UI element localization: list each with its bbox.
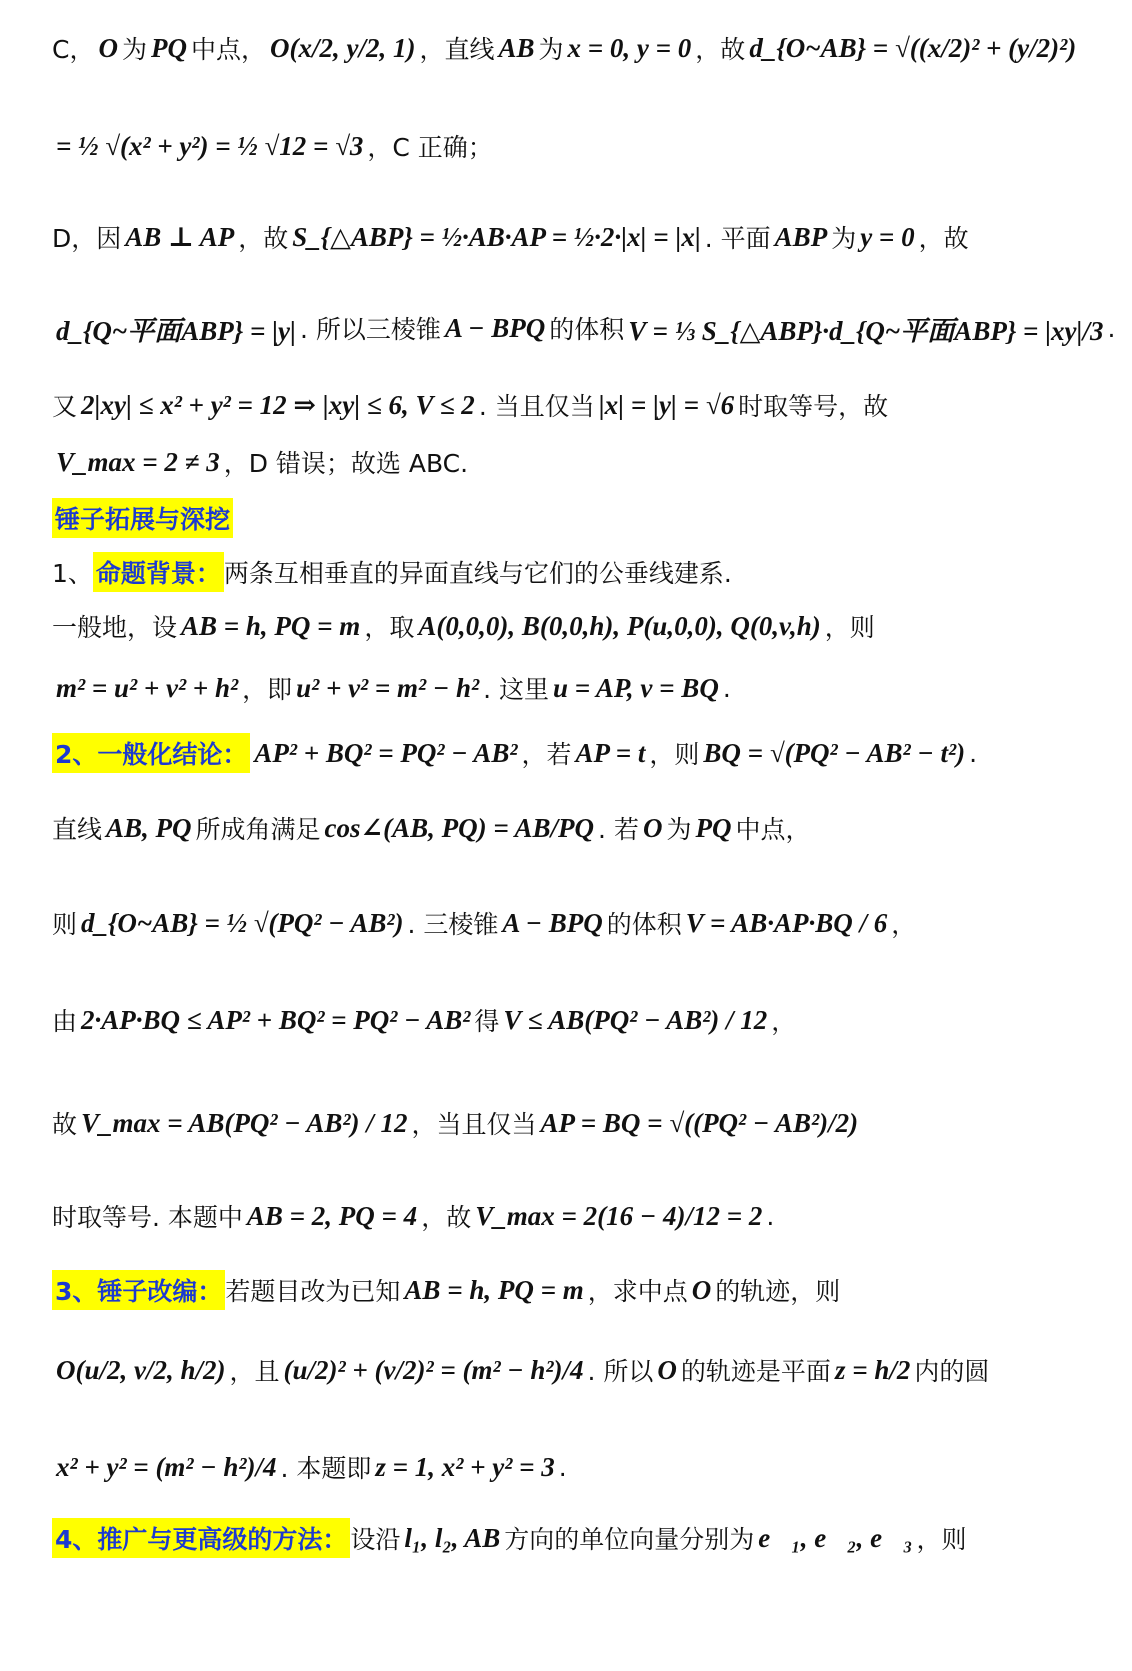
- plain-text: 的体积: [549, 315, 625, 344]
- math-expression: V = ⅓ S_{△ABP}·d_{Q~平面ABP} = |xy|/3: [628, 315, 1104, 346]
- plain-text: ，故: [695, 35, 746, 64]
- math-expression: PQ: [695, 812, 732, 843]
- math-expression: cos∠(AB, PQ) = AB/PQ: [324, 812, 595, 843]
- plain-text: . 平面: [704, 224, 771, 253]
- plain-text: ，则: [649, 740, 700, 769]
- math-expression: x = 0, y = 0: [567, 32, 692, 63]
- plain-text: . 这里: [483, 675, 550, 704]
- plain-text: ，则: [916, 1525, 967, 1554]
- text-line-l04: [0, 306, 1132, 350]
- text-line-l09: [0, 604, 1132, 648]
- math-expression: d_{O~AB} = √((x/2)² + (y/2)²): [749, 32, 1077, 63]
- text-line-l01: [0, 26, 1132, 70]
- plain-text: 中点，: [190, 35, 266, 64]
- math-expression: V_max = 2 ≠ 3: [56, 446, 220, 477]
- subsection-heading: 3、锤子改编：: [52, 1270, 225, 1310]
- math-expression: A(0,0,0), B(0,0,h), P(u,0,0), Q(0,v,h): [418, 610, 821, 641]
- plain-text: 内的圆: [914, 1357, 990, 1386]
- math-expression: = ½ √(x² + y²) = ½ √12 = √3: [56, 130, 364, 161]
- plain-text: 得: [474, 1007, 500, 1036]
- math-expression: (u/2)² + (v/2)² = (m² − h²)/4: [283, 1354, 584, 1385]
- plain-text: 为: [666, 815, 692, 844]
- plain-text: 时取等号，故: [738, 392, 889, 421]
- text-line-l17: [0, 1268, 1132, 1312]
- text-line-l18: [0, 1348, 1132, 1392]
- math-expression: AP = BQ = √((PQ² − AB²)/2): [540, 1107, 859, 1138]
- math-expression: BQ = √(PQ² − AB² − t²): [703, 737, 966, 768]
- math-expression: AP² + BQ² = PQ² − AB²: [254, 737, 518, 768]
- math-expression: |x| = |y| = √6: [598, 389, 735, 420]
- math-expression: AB ⊥ AP: [125, 221, 235, 252]
- math-expression: d_{Q~平面ABP} = |y|: [56, 315, 296, 346]
- plain-text: 两条互相垂直的异面直线与它们的公垂线建系.: [223, 559, 732, 588]
- math-expression: e⃗₁, e⃗₂, e⃗₃: [758, 1522, 913, 1553]
- math-expression: x² + y² = (m² − h²)/4: [56, 1451, 277, 1482]
- plain-text: .: [766, 1201, 775, 1231]
- plain-text: ，故: [238, 224, 289, 253]
- plain-text: 又: [52, 392, 78, 421]
- text-line-l11: [0, 731, 1132, 775]
- text-line-l03: [0, 215, 1132, 259]
- plain-text: . 所以三棱锥: [299, 315, 441, 344]
- math-expression: V_max = 2(16 − 4)/12 = 2: [475, 1200, 763, 1231]
- math-expression: AB, PQ: [106, 812, 192, 843]
- math-expression: PQ: [150, 32, 187, 63]
- math-expression: O(x/2, y/2, 1): [270, 32, 416, 63]
- math-expression: O: [691, 1274, 712, 1305]
- plain-text: 设沿: [350, 1525, 401, 1554]
- math-expression: z = 1, x² + y² = 3: [375, 1451, 555, 1482]
- plain-text: ，直线: [419, 35, 495, 64]
- plain-text: 时取等号. 本题中: [52, 1203, 243, 1232]
- text-line-l07: [0, 496, 1132, 540]
- plain-text: ，当且仅当: [411, 1110, 537, 1139]
- text-line-l02: [0, 124, 1132, 168]
- plain-text: ，: [771, 1007, 797, 1036]
- section-heading: 锤子拓展与深挖: [52, 498, 233, 538]
- plain-text: . 本题即: [280, 1454, 372, 1483]
- plain-text: D，因: [52, 224, 122, 253]
- plain-text: 的轨迹是平面: [680, 1357, 831, 1386]
- plain-text: ，C 正确；: [367, 133, 493, 162]
- plain-text: ，即: [242, 675, 293, 704]
- math-expression: O: [657, 1354, 677, 1385]
- plain-text: 直线: [52, 815, 103, 844]
- plain-text: . 三棱锥: [407, 910, 499, 939]
- plain-text: . 所以: [587, 1357, 654, 1386]
- math-expression: m² = u² + v² + h²: [56, 672, 239, 703]
- plain-text: 故: [52, 1110, 78, 1139]
- math-expression: O: [642, 812, 663, 843]
- math-expression: 2|xy| ≤ x² + y² = 12 ⇒ |xy| ≤ 6, V ≤ 2: [81, 389, 475, 420]
- plain-text: C，: [52, 35, 95, 64]
- plain-text: 1、: [52, 559, 93, 588]
- text-line-l15: [0, 1101, 1132, 1145]
- math-expression: d_{O~AB} = ½ √(PQ² − AB²): [81, 907, 404, 938]
- plain-text: ，若: [521, 740, 572, 769]
- math-expression: S_{△ABP} = ½·AB·AP = ½·2·|x| = |x|: [292, 221, 701, 252]
- plain-text: . 当且仅当: [478, 392, 595, 421]
- text-line-l06: [0, 440, 1132, 484]
- math-expression: l₁, l₂, AB: [404, 1522, 501, 1553]
- plain-text: ，则: [824, 613, 875, 642]
- math-expression: AB = 2, PQ = 4: [246, 1200, 418, 1231]
- math-expression: AB = h, PQ = m: [181, 610, 361, 641]
- text-line-l20: [0, 1516, 1132, 1560]
- plain-text: 中点，: [735, 815, 811, 844]
- plain-text: 为: [121, 35, 147, 64]
- plain-text: 为: [538, 35, 564, 64]
- text-line-l10: [0, 666, 1132, 710]
- math-expression: u = AP, v = BQ: [553, 672, 719, 703]
- math-expression: ABP: [774, 221, 828, 252]
- plain-text: 为: [831, 224, 857, 253]
- text-line-l13: [0, 901, 1132, 945]
- plain-text: 的轨迹，则: [715, 1277, 841, 1306]
- plain-text: ，求中点: [587, 1277, 688, 1306]
- plain-text: 一般地，设: [52, 613, 178, 642]
- math-expression: AB = h, PQ = m: [404, 1274, 584, 1305]
- plain-text: ，且: [229, 1357, 280, 1386]
- math-expression: y = 0: [860, 221, 915, 252]
- plain-text: 方向的单位向量分别为: [504, 1525, 755, 1554]
- plain-text: ，: [891, 910, 917, 939]
- math-expression: AB: [498, 32, 535, 63]
- plain-text: 则: [52, 910, 78, 939]
- math-expression: V = AB·AP·BQ / 6: [685, 907, 888, 938]
- subsection-heading: 4、推广与更高级的方法：: [52, 1518, 350, 1558]
- math-expression: V ≤ AB(PQ² − AB²) / 12: [503, 1004, 768, 1035]
- text-line-l19: [0, 1445, 1132, 1489]
- plain-text: ，故: [918, 224, 969, 253]
- plain-text: 的体积: [606, 910, 682, 939]
- plain-text: .: [1107, 313, 1116, 343]
- plain-text: .: [558, 1452, 567, 1482]
- math-expression: 2·AP·BQ ≤ AP² + BQ² = PQ² − AB²: [81, 1004, 471, 1035]
- math-expression: z = h/2: [834, 1354, 911, 1385]
- subsection-heading: 2、一般化结论：: [52, 733, 250, 773]
- plain-text: . 若: [598, 815, 639, 844]
- math-expression: u² + v² = m² − h²: [296, 672, 480, 703]
- math-expression: AP = t: [575, 737, 646, 768]
- plain-text: 所成角满足: [195, 815, 321, 844]
- section-heading: 命题背景：: [93, 552, 224, 592]
- plain-text: .: [722, 673, 731, 703]
- plain-text: 若题目改为已知: [225, 1277, 401, 1306]
- plain-text: ，D 错误；故选 ABC.: [223, 449, 469, 478]
- text-line-l05: [0, 383, 1132, 427]
- text-line-l14: [0, 998, 1132, 1042]
- math-expression: V_max = AB(PQ² − AB²) / 12: [81, 1107, 408, 1138]
- plain-text: ，取: [364, 613, 415, 642]
- text-line-l08: [0, 550, 1132, 594]
- math-expression: O: [98, 32, 118, 63]
- math-expression: A − BPQ: [502, 907, 603, 938]
- plain-text: ，故: [421, 1203, 472, 1232]
- text-line-l16: [0, 1194, 1132, 1238]
- plain-text: .: [969, 738, 978, 768]
- text-line-l12: [0, 806, 1132, 850]
- math-expression: A − BPQ: [444, 312, 546, 343]
- math-expression: O(u/2, v/2, h/2): [56, 1354, 226, 1385]
- plain-text: 由: [52, 1007, 78, 1036]
